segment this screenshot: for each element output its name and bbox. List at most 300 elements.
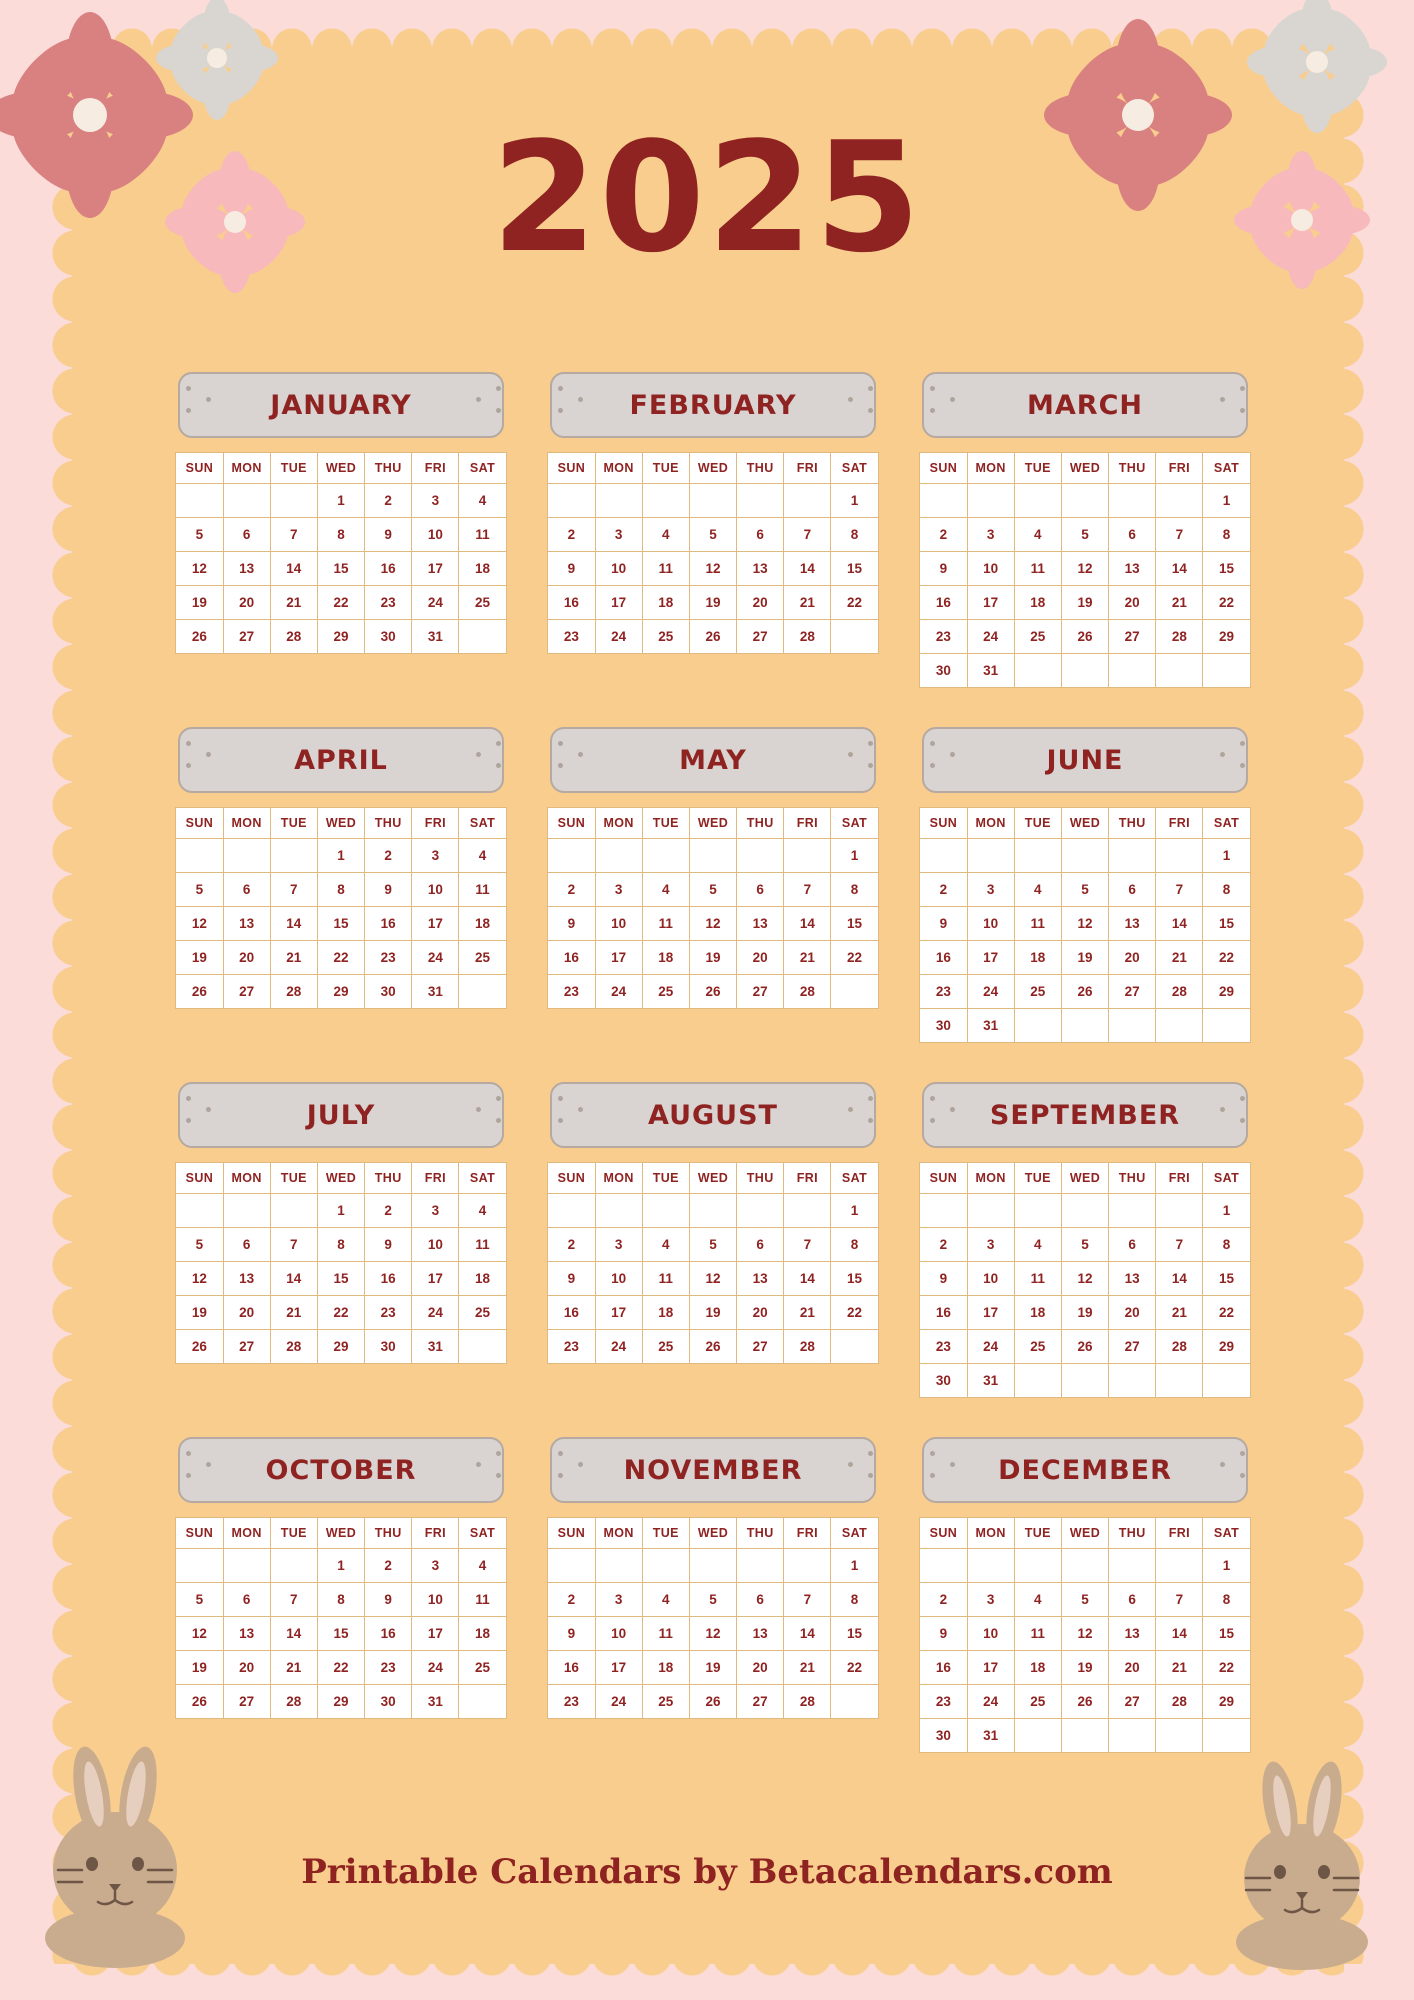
day-cell[interactable]: 4 (459, 484, 506, 518)
day-cell[interactable]: 23 (920, 1685, 967, 1719)
day-cell[interactable]: 24 (595, 620, 642, 654)
day-cell[interactable]: 17 (967, 1296, 1014, 1330)
day-cell[interactable]: 7 (1156, 1228, 1203, 1262)
day-cell[interactable]: 1 (1203, 1194, 1250, 1228)
day-cell[interactable]: 22 (1203, 586, 1250, 620)
day-cell[interactable]: 25 (1014, 975, 1061, 1009)
day-cell[interactable]: 22 (1203, 1296, 1250, 1330)
day-cell[interactable]: 26 (1061, 1330, 1108, 1364)
day-cell[interactable]: 14 (1156, 907, 1203, 941)
day-cell[interactable]: 11 (1014, 552, 1061, 586)
day-cell[interactable]: 23 (365, 586, 412, 620)
day-cell[interactable]: 16 (365, 1262, 412, 1296)
day-cell[interactable]: 28 (784, 620, 831, 654)
day-cell[interactable]: 27 (1109, 620, 1156, 654)
day-cell[interactable]: 23 (548, 1685, 595, 1719)
day-cell[interactable]: 20 (1109, 586, 1156, 620)
day-cell[interactable]: 21 (1156, 1296, 1203, 1330)
day-cell[interactable]: 25 (642, 620, 689, 654)
day-cell[interactable]: 12 (689, 552, 736, 586)
day-cell[interactable]: 1 (317, 484, 364, 518)
day-cell[interactable]: 12 (176, 907, 223, 941)
day-cell[interactable]: 11 (642, 552, 689, 586)
day-cell[interactable]: 25 (642, 975, 689, 1009)
day-cell[interactable]: 10 (595, 1262, 642, 1296)
day-cell[interactable]: 13 (737, 1262, 784, 1296)
day-cell[interactable]: 26 (176, 1330, 223, 1364)
day-cell[interactable]: 27 (737, 1685, 784, 1719)
day-cell[interactable]: 8 (1203, 873, 1250, 907)
day-cell[interactable]: 13 (1109, 1262, 1156, 1296)
day-cell[interactable]: 1 (1203, 484, 1250, 518)
day-cell[interactable]: 15 (1203, 907, 1250, 941)
day-cell[interactable]: 22 (317, 586, 364, 620)
day-cell[interactable]: 3 (595, 518, 642, 552)
day-cell[interactable]: 16 (548, 1651, 595, 1685)
day-cell[interactable]: 24 (595, 1330, 642, 1364)
day-cell[interactable]: 15 (317, 1617, 364, 1651)
day-cell[interactable]: 17 (595, 941, 642, 975)
day-cell[interactable]: 27 (223, 975, 270, 1009)
day-cell[interactable]: 26 (689, 620, 736, 654)
day-cell[interactable]: 20 (737, 586, 784, 620)
day-cell[interactable]: 4 (1014, 873, 1061, 907)
day-cell[interactable]: 1 (831, 1194, 878, 1228)
day-cell[interactable]: 19 (176, 586, 223, 620)
day-cell[interactable]: 8 (1203, 1228, 1250, 1262)
day-cell[interactable]: 8 (1203, 1583, 1250, 1617)
day-cell[interactable]: 4 (642, 873, 689, 907)
day-cell[interactable]: 2 (548, 1583, 595, 1617)
day-cell[interactable]: 11 (459, 873, 506, 907)
day-cell[interactable]: 30 (365, 1330, 412, 1364)
day-cell[interactable]: 20 (1109, 1651, 1156, 1685)
day-cell[interactable]: 21 (1156, 1651, 1203, 1685)
day-cell[interactable]: 5 (176, 1583, 223, 1617)
day-cell[interactable]: 15 (317, 552, 364, 586)
day-cell[interactable]: 12 (689, 907, 736, 941)
day-cell[interactable]: 29 (317, 1685, 364, 1719)
day-cell[interactable]: 2 (548, 1228, 595, 1262)
day-cell[interactable]: 8 (831, 873, 878, 907)
day-cell[interactable]: 15 (831, 1617, 878, 1651)
day-cell[interactable]: 9 (548, 907, 595, 941)
day-cell[interactable]: 3 (412, 484, 459, 518)
day-cell[interactable]: 21 (270, 586, 317, 620)
day-cell[interactable]: 10 (967, 1262, 1014, 1296)
day-cell[interactable]: 6 (737, 1228, 784, 1262)
day-cell[interactable]: 15 (1203, 1262, 1250, 1296)
day-cell[interactable]: 9 (365, 873, 412, 907)
day-cell[interactable]: 6 (223, 873, 270, 907)
day-cell[interactable]: 26 (176, 1685, 223, 1719)
day-cell[interactable]: 13 (1109, 907, 1156, 941)
day-cell[interactable]: 12 (176, 1262, 223, 1296)
day-cell[interactable]: 3 (595, 873, 642, 907)
day-cell[interactable]: 14 (1156, 1617, 1203, 1651)
day-cell[interactable]: 1 (831, 484, 878, 518)
day-cell[interactable]: 2 (365, 1549, 412, 1583)
day-cell[interactable]: 19 (689, 1296, 736, 1330)
day-cell[interactable]: 30 (920, 1009, 967, 1043)
day-cell[interactable]: 4 (459, 1549, 506, 1583)
day-cell[interactable]: 6 (737, 1583, 784, 1617)
day-cell[interactable]: 28 (1156, 975, 1203, 1009)
day-cell[interactable]: 10 (595, 907, 642, 941)
day-cell[interactable]: 10 (967, 552, 1014, 586)
day-cell[interactable]: 6 (737, 518, 784, 552)
day-cell[interactable]: 5 (1061, 1228, 1108, 1262)
day-cell[interactable]: 29 (1203, 620, 1250, 654)
day-cell[interactable]: 14 (270, 907, 317, 941)
day-cell[interactable]: 27 (737, 620, 784, 654)
day-cell[interactable]: 4 (1014, 1583, 1061, 1617)
day-cell[interactable]: 12 (176, 552, 223, 586)
day-cell[interactable]: 9 (548, 1262, 595, 1296)
day-cell[interactable]: 19 (1061, 1651, 1108, 1685)
day-cell[interactable]: 3 (967, 1228, 1014, 1262)
day-cell[interactable]: 2 (365, 839, 412, 873)
day-cell[interactable]: 15 (317, 907, 364, 941)
day-cell[interactable]: 31 (967, 1719, 1014, 1753)
day-cell[interactable]: 5 (689, 518, 736, 552)
day-cell[interactable]: 17 (967, 1651, 1014, 1685)
day-cell[interactable]: 12 (689, 1262, 736, 1296)
day-cell[interactable]: 19 (1061, 586, 1108, 620)
day-cell[interactable]: 14 (784, 552, 831, 586)
day-cell[interactable]: 16 (920, 586, 967, 620)
day-cell[interactable]: 25 (1014, 620, 1061, 654)
day-cell[interactable]: 29 (317, 1330, 364, 1364)
day-cell[interactable]: 10 (595, 552, 642, 586)
day-cell[interactable]: 24 (967, 620, 1014, 654)
day-cell[interactable]: 29 (317, 975, 364, 1009)
day-cell[interactable]: 6 (1109, 518, 1156, 552)
day-cell[interactable]: 16 (920, 941, 967, 975)
day-cell[interactable]: 8 (317, 518, 364, 552)
day-cell[interactable]: 8 (831, 518, 878, 552)
day-cell[interactable]: 16 (548, 1296, 595, 1330)
day-cell[interactable]: 18 (1014, 1651, 1061, 1685)
day-cell[interactable]: 23 (920, 620, 967, 654)
day-cell[interactable]: 15 (1203, 552, 1250, 586)
day-cell[interactable]: 7 (270, 873, 317, 907)
day-cell[interactable]: 12 (689, 1617, 736, 1651)
day-cell[interactable]: 1 (831, 1549, 878, 1583)
day-cell[interactable]: 23 (548, 620, 595, 654)
day-cell[interactable]: 19 (1061, 1296, 1108, 1330)
day-cell[interactable]: 18 (642, 586, 689, 620)
day-cell[interactable]: 25 (459, 586, 506, 620)
day-cell[interactable]: 7 (1156, 873, 1203, 907)
day-cell[interactable]: 22 (1203, 941, 1250, 975)
day-cell[interactable]: 22 (831, 586, 878, 620)
day-cell[interactable]: 30 (365, 620, 412, 654)
day-cell[interactable]: 17 (967, 941, 1014, 975)
day-cell[interactable]: 9 (920, 1617, 967, 1651)
day-cell[interactable]: 20 (1109, 1296, 1156, 1330)
day-cell[interactable]: 25 (1014, 1685, 1061, 1719)
day-cell[interactable]: 8 (831, 1228, 878, 1262)
day-cell[interactable]: 23 (365, 1296, 412, 1330)
day-cell[interactable]: 28 (784, 1685, 831, 1719)
day-cell[interactable]: 27 (223, 620, 270, 654)
day-cell[interactable]: 25 (642, 1330, 689, 1364)
day-cell[interactable]: 12 (1061, 1617, 1108, 1651)
day-cell[interactable]: 24 (412, 586, 459, 620)
day-cell[interactable]: 17 (412, 1617, 459, 1651)
day-cell[interactable]: 30 (920, 654, 967, 688)
day-cell[interactable]: 21 (784, 1651, 831, 1685)
day-cell[interactable]: 13 (1109, 552, 1156, 586)
day-cell[interactable]: 23 (920, 975, 967, 1009)
day-cell[interactable]: 20 (737, 1296, 784, 1330)
day-cell[interactable]: 12 (1061, 907, 1108, 941)
day-cell[interactable]: 16 (920, 1651, 967, 1685)
day-cell[interactable]: 10 (412, 873, 459, 907)
day-cell[interactable]: 28 (270, 1685, 317, 1719)
day-cell[interactable]: 18 (642, 1296, 689, 1330)
day-cell[interactable]: 28 (784, 1330, 831, 1364)
day-cell[interactable]: 3 (967, 1583, 1014, 1617)
day-cell[interactable]: 1 (831, 839, 878, 873)
day-cell[interactable]: 15 (831, 907, 878, 941)
day-cell[interactable]: 5 (176, 873, 223, 907)
day-cell[interactable]: 16 (365, 552, 412, 586)
day-cell[interactable]: 22 (1203, 1651, 1250, 1685)
day-cell[interactable]: 10 (967, 907, 1014, 941)
day-cell[interactable]: 22 (831, 1651, 878, 1685)
day-cell[interactable]: 24 (412, 1296, 459, 1330)
day-cell[interactable]: 19 (689, 941, 736, 975)
day-cell[interactable]: 4 (642, 1583, 689, 1617)
day-cell[interactable]: 22 (317, 1296, 364, 1330)
day-cell[interactable]: 10 (967, 1617, 1014, 1651)
day-cell[interactable]: 8 (317, 1583, 364, 1617)
day-cell[interactable]: 9 (548, 552, 595, 586)
day-cell[interactable]: 6 (223, 1228, 270, 1262)
day-cell[interactable]: 22 (317, 1651, 364, 1685)
day-cell[interactable]: 6 (223, 1583, 270, 1617)
day-cell[interactable]: 12 (1061, 1262, 1108, 1296)
day-cell[interactable]: 18 (459, 1262, 506, 1296)
day-cell[interactable]: 1 (317, 1549, 364, 1583)
day-cell[interactable]: 7 (270, 1583, 317, 1617)
day-cell[interactable]: 14 (1156, 1262, 1203, 1296)
day-cell[interactable]: 28 (270, 975, 317, 1009)
day-cell[interactable]: 21 (270, 1651, 317, 1685)
day-cell[interactable]: 25 (1014, 1330, 1061, 1364)
day-cell[interactable]: 26 (1061, 975, 1108, 1009)
day-cell[interactable]: 20 (223, 1296, 270, 1330)
day-cell[interactable]: 3 (412, 1549, 459, 1583)
day-cell[interactable]: 18 (1014, 586, 1061, 620)
day-cell[interactable]: 25 (459, 1296, 506, 1330)
day-cell[interactable]: 7 (784, 1228, 831, 1262)
day-cell[interactable]: 10 (412, 518, 459, 552)
day-cell[interactable]: 5 (176, 518, 223, 552)
day-cell[interactable]: 23 (548, 975, 595, 1009)
day-cell[interactable]: 14 (270, 1262, 317, 1296)
day-cell[interactable]: 3 (595, 1583, 642, 1617)
day-cell[interactable]: 30 (920, 1364, 967, 1398)
day-cell[interactable]: 18 (459, 907, 506, 941)
day-cell[interactable]: 14 (1156, 552, 1203, 586)
day-cell[interactable]: 7 (784, 1583, 831, 1617)
day-cell[interactable]: 2 (548, 873, 595, 907)
day-cell[interactable]: 20 (737, 941, 784, 975)
day-cell[interactable]: 9 (920, 552, 967, 586)
day-cell[interactable]: 31 (967, 1009, 1014, 1043)
day-cell[interactable]: 11 (642, 907, 689, 941)
day-cell[interactable]: 3 (412, 1194, 459, 1228)
day-cell[interactable]: 23 (365, 941, 412, 975)
day-cell[interactable]: 23 (920, 1330, 967, 1364)
day-cell[interactable]: 24 (412, 1651, 459, 1685)
day-cell[interactable]: 31 (967, 654, 1014, 688)
day-cell[interactable]: 11 (459, 518, 506, 552)
day-cell[interactable]: 4 (459, 839, 506, 873)
day-cell[interactable]: 13 (223, 1262, 270, 1296)
day-cell[interactable]: 8 (831, 1583, 878, 1617)
day-cell[interactable]: 16 (920, 1296, 967, 1330)
day-cell[interactable]: 21 (270, 1296, 317, 1330)
day-cell[interactable]: 22 (831, 941, 878, 975)
day-cell[interactable]: 20 (223, 586, 270, 620)
day-cell[interactable]: 3 (967, 873, 1014, 907)
day-cell[interactable]: 21 (784, 586, 831, 620)
day-cell[interactable]: 13 (737, 1617, 784, 1651)
day-cell[interactable]: 19 (176, 1651, 223, 1685)
day-cell[interactable]: 13 (223, 552, 270, 586)
day-cell[interactable]: 5 (689, 873, 736, 907)
day-cell[interactable]: 4 (459, 1194, 506, 1228)
day-cell[interactable]: 20 (737, 1651, 784, 1685)
day-cell[interactable]: 25 (459, 1651, 506, 1685)
day-cell[interactable]: 11 (1014, 1262, 1061, 1296)
day-cell[interactable]: 9 (365, 1583, 412, 1617)
day-cell[interactable]: 5 (689, 1583, 736, 1617)
day-cell[interactable]: 17 (412, 1262, 459, 1296)
day-cell[interactable]: 9 (920, 1262, 967, 1296)
day-cell[interactable]: 9 (365, 518, 412, 552)
day-cell[interactable]: 27 (737, 1330, 784, 1364)
day-cell[interactable]: 18 (459, 552, 506, 586)
day-cell[interactable]: 15 (317, 1262, 364, 1296)
day-cell[interactable]: 20 (223, 1651, 270, 1685)
day-cell[interactable]: 8 (1203, 518, 1250, 552)
day-cell[interactable]: 2 (920, 1228, 967, 1262)
day-cell[interactable]: 23 (548, 1330, 595, 1364)
day-cell[interactable]: 9 (548, 1617, 595, 1651)
day-cell[interactable]: 15 (831, 552, 878, 586)
day-cell[interactable]: 19 (1061, 941, 1108, 975)
day-cell[interactable]: 16 (548, 586, 595, 620)
day-cell[interactable]: 2 (920, 1583, 967, 1617)
day-cell[interactable]: 27 (223, 1330, 270, 1364)
day-cell[interactable]: 18 (642, 941, 689, 975)
day-cell[interactable]: 24 (967, 1685, 1014, 1719)
day-cell[interactable]: 21 (1156, 941, 1203, 975)
day-cell[interactable]: 7 (1156, 518, 1203, 552)
day-cell[interactable]: 27 (1109, 1685, 1156, 1719)
day-cell[interactable]: 24 (412, 941, 459, 975)
day-cell[interactable]: 6 (223, 518, 270, 552)
day-cell[interactable]: 5 (1061, 873, 1108, 907)
day-cell[interactable]: 13 (737, 907, 784, 941)
day-cell[interactable]: 30 (365, 1685, 412, 1719)
day-cell[interactable]: 5 (176, 1228, 223, 1262)
day-cell[interactable]: 31 (967, 1364, 1014, 1398)
day-cell[interactable]: 11 (459, 1228, 506, 1262)
day-cell[interactable]: 7 (270, 1228, 317, 1262)
day-cell[interactable]: 14 (784, 907, 831, 941)
day-cell[interactable]: 29 (1203, 1330, 1250, 1364)
day-cell[interactable]: 17 (595, 1296, 642, 1330)
day-cell[interactable]: 10 (595, 1617, 642, 1651)
day-cell[interactable]: 3 (595, 1228, 642, 1262)
day-cell[interactable]: 30 (365, 975, 412, 1009)
day-cell[interactable]: 22 (317, 941, 364, 975)
day-cell[interactable]: 7 (784, 873, 831, 907)
day-cell[interactable]: 24 (595, 975, 642, 1009)
day-cell[interactable]: 31 (412, 1685, 459, 1719)
day-cell[interactable]: 5 (1061, 1583, 1108, 1617)
day-cell[interactable]: 29 (1203, 975, 1250, 1009)
day-cell[interactable]: 8 (317, 873, 364, 907)
day-cell[interactable]: 21 (784, 1296, 831, 1330)
day-cell[interactable]: 1 (317, 1194, 364, 1228)
day-cell[interactable]: 18 (1014, 941, 1061, 975)
day-cell[interactable]: 25 (459, 941, 506, 975)
day-cell[interactable]: 2 (920, 873, 967, 907)
day-cell[interactable]: 28 (270, 620, 317, 654)
day-cell[interactable]: 17 (412, 907, 459, 941)
day-cell[interactable]: 22 (831, 1296, 878, 1330)
day-cell[interactable]: 26 (689, 1330, 736, 1364)
day-cell[interactable]: 26 (689, 1685, 736, 1719)
day-cell[interactable]: 13 (737, 552, 784, 586)
day-cell[interactable]: 7 (784, 518, 831, 552)
day-cell[interactable]: 7 (270, 518, 317, 552)
day-cell[interactable]: 7 (1156, 1583, 1203, 1617)
day-cell[interactable]: 24 (595, 1685, 642, 1719)
day-cell[interactable]: 2 (548, 518, 595, 552)
day-cell[interactable]: 15 (831, 1262, 878, 1296)
day-cell[interactable]: 19 (176, 1296, 223, 1330)
day-cell[interactable]: 27 (1109, 1330, 1156, 1364)
day-cell[interactable]: 11 (642, 1262, 689, 1296)
day-cell[interactable]: 21 (270, 941, 317, 975)
day-cell[interactable]: 17 (412, 552, 459, 586)
day-cell[interactable]: 29 (1203, 1685, 1250, 1719)
day-cell[interactable]: 11 (1014, 907, 1061, 941)
day-cell[interactable]: 13 (223, 1617, 270, 1651)
day-cell[interactable]: 17 (595, 1651, 642, 1685)
day-cell[interactable]: 6 (1109, 873, 1156, 907)
day-cell[interactable]: 6 (1109, 1228, 1156, 1262)
day-cell[interactable]: 4 (1014, 518, 1061, 552)
day-cell[interactable]: 20 (223, 941, 270, 975)
day-cell[interactable]: 17 (595, 586, 642, 620)
day-cell[interactable]: 21 (1156, 586, 1203, 620)
day-cell[interactable]: 4 (1014, 1228, 1061, 1262)
day-cell[interactable]: 13 (223, 907, 270, 941)
day-cell[interactable]: 5 (689, 1228, 736, 1262)
day-cell[interactable]: 10 (412, 1583, 459, 1617)
day-cell[interactable]: 15 (1203, 1617, 1250, 1651)
day-cell[interactable]: 6 (1109, 1583, 1156, 1617)
